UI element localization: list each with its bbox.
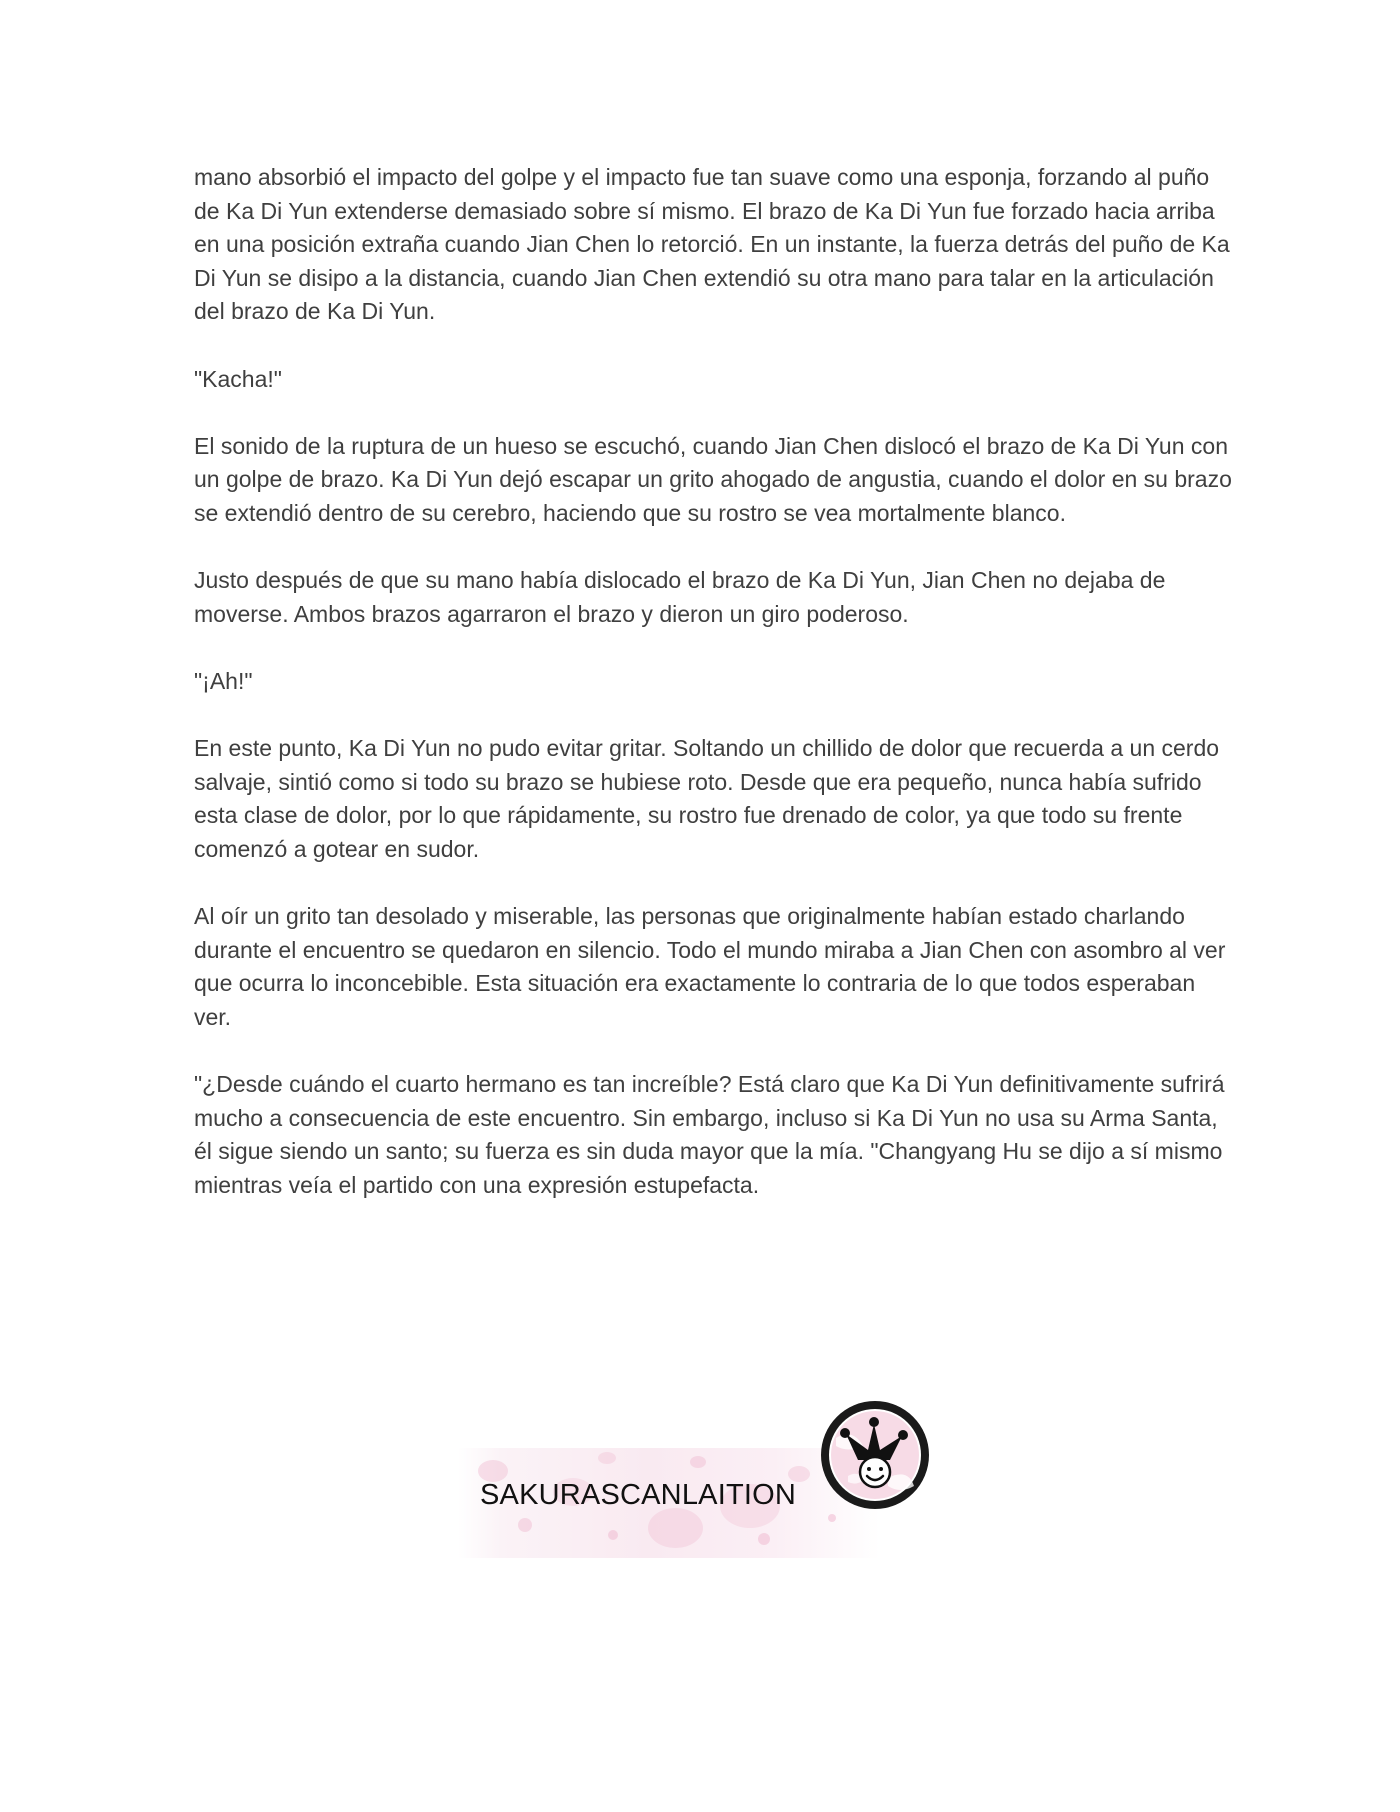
banner-title: SAKURASCANLAITION <box>480 1479 797 1511</box>
petal-decoration <box>758 1533 770 1545</box>
document-body <box>194 161 1234 1202</box>
paragraph: El sonido de la ruptura de un hueso se escuchó, cuando Jian Chen dislocó el brazo de Ka Di Yun con un golpe de brazo. Ka Di Yun dejó escapar un grito ahogado de angustia, cuando el dolor en su brazo se extendió dentro de su cerebro, haciendo que su rostro se vea mortalmente blanco. <box>194 432 1232 526</box>
paragraph: "¿Desde cuándo el cuarto hermano es tan increíble? Está claro que Ka Di Yun definitivamente sufrirá mucho a consecuencia de este encuentro. Sin embargo, incluso si Ka Di Yun no usa su Arma Santa, él sigue siendo un santo; su fuerza es sin duda mayor que la mía. "Changyang Hu se dijo a sí mismo mientras veía el partido con una expresión estupefacta. <box>194 1071 1225 1198</box>
paragraph: Justo después de que su mano había dislocado el brazo de Ka Di Yun, Jian Chen no dejaba de moverse. Ambos brazos agarraron el brazo y dieron un giro poderoso. <box>194 567 1166 627</box>
paragraph: "¡Ah!" <box>194 667 253 694</box>
paragraph: mano absorbió el impacto del golpe y el impacto fue tan suave como una esponja, forzando al puño de Ka Di Yun extenderse demasiado sobre sí mismo. El brazo de Ka Di Yun fue forzado hacia arriba en una posición extraña cuando Jian Chen lo retorció. En un instante, la fuerza detrás del puño de Ka Di Yun se disipo a la distancia, cuando Jian Chen extendió su otra mano para talar en la articulación del brazo de Ka Di Yun. <box>194 164 1230 325</box>
jester-icon <box>818 1398 932 1512</box>
petal-decoration <box>608 1530 618 1540</box>
petal-decoration <box>518 1518 532 1532</box>
petal-decoration <box>690 1456 706 1468</box>
petal-decoration <box>598 1452 616 1464</box>
petal-decoration <box>828 1514 836 1522</box>
paragraph: "Kacha!" <box>194 365 282 392</box>
petal-decoration <box>648 1508 703 1548</box>
paragraph: Al oír un grito tan desolado y miserable, las personas que originalmente habían estado charlando durante el encuentro se quedaron en silencio. Todo el mundo miraba a Jian Chen con asombro al ver que ocurra lo inconcebible. Esta situación era exactamente lo contraria de lo que todos esperaban ver. <box>194 903 1226 1030</box>
paragraph: En este punto, Ka Di Yun no pudo evitar gritar. Soltando un chillido de dolor que recuerda a un cerdo salvaje, sintió como si todo su brazo se hubiese roto. Desde que era pequeño, nunca había sufrido esta clase de dolor, por lo que rápidamente, su rostro fue drenado de color, ya que todo su frente comenzó a gotear en sudor. <box>194 735 1220 862</box>
